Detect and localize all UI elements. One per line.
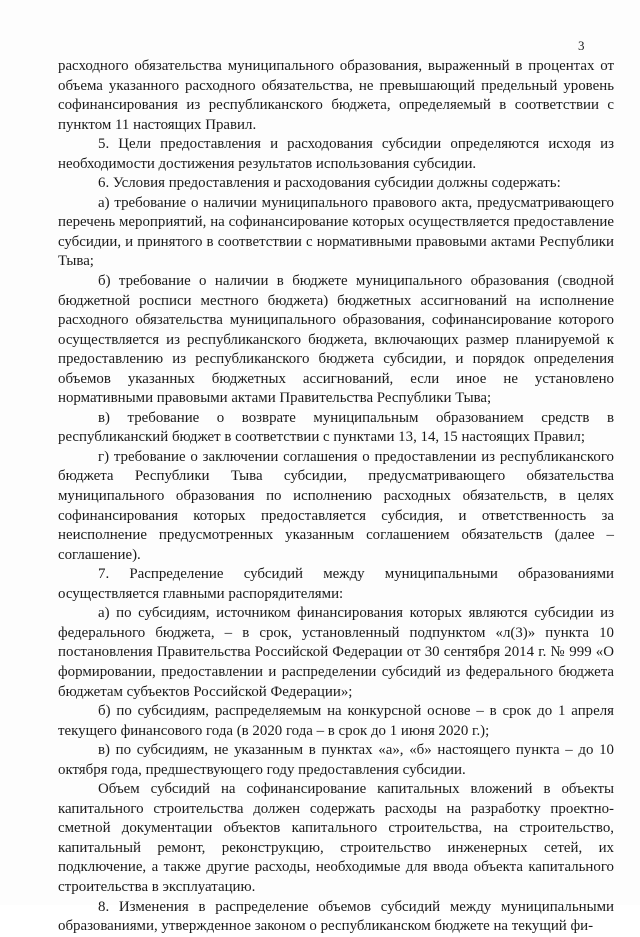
paragraph-5: 5. Цели предоставления и расходования субсидии определяются исходя из необходимости достижения результатов использования субсидии. [58,136,614,172]
paragraph-8: 8. Изменения в распределение объемов субсидий между муниципальными образованиями, утвержденное законом о республиканском бюджете на текущий фи- [58,898,614,935]
paragraph-continuation: расходного обязательства муниципального образования, выраженный в процентах от объема указанного расходного обязательства, не превышающий предельный уровень софинансирования из республиканского бюджета, определяемый в соответствии с пунктом 11 настоящих Правил. [58,58,614,133]
paragraph-6b: б) требование о наличии в бюджете муниципального образования (сводной бюджетной росписи местного бюджета) бюджетных ассигнований на исполнение расходного обязательства муниципального образования, софинансирование которого осуществляется из республиканского бюджета, включающих размер планируемой к предоставлению из республиканского бюджета субсидии, и порядок определения объемов указанных бюджетных ассигнований, если иное не установлено нормативными правовыми актами Правительства Республики Тыва; [58,273,614,407]
paragraph-6v: в) требование о возврате муниципальным образованием средств в республиканский бюджет в соответствии с пунктами 13, 14, 15 настоящих Правил; [58,409,614,446]
paragraph-7v: в) по субсидиям, не указанным в пунктах «а», «б» настоящего пункта – до 10 октября года, предшествующего году предоставления субсидии. [58,742,614,778]
paragraph-capital-investments: Объем субсидий на софинансирование капитальных вложений в объекты капитального строительства должен содержать расходы на разработку проектно-сметной документации объектов капитального строительства, на строительство, капитальный ремонт, реконструкцию, строительство инженерных сетей, их подключение, а также другие расходы, необходимые для ввода объекта капитального строительства в эксплуатацию. [58,781,614,895]
paragraph-6a: а) требование о наличии муниципального правового акта, предусматривающего перечень мероприятий, на софинансирование которых осуществляется предоставление субсидии, и принятого в соответствии с нормативными правовыми актами Республики Тыва; [58,194,614,270]
paragraph-7b: б) по субсидиям, распределяемым на конкурсной основе – в срок до 1 апреля текущего финансового года (в 2020 года – в срок до 1 июня 2020 г.); [58,703,614,739]
paragraph-7a: а) по субсидиям, источником финансирования которых являются субсидии из федерального бюджета, – в срок, установленный подпунктом «л(3)» пункта 10 постановления Правительства Российской Федерации от 30 сентября 2014 г. № 999 «О формировании, предоставлении и распределении субсидий из федерального бюджета бюджетам субъектов Российской Федерации»; [58,605,614,700]
paragraph-6: 6. Условия предоставления и расходования субсидии должны содержать: [98,175,561,192]
page-number: 3 [578,38,585,53]
paragraph-7: 7. Распределение субсидий между муниципальными образованиями осуществляется главными распорядителями: [58,566,614,602]
body-text [58,57,614,937]
paragraph-6g: г) требование о заключении соглашения о предоставлении из республиканского бюджета Республики Тыва субсидии, предусматривающего обязательства муниципального образования по исполнению расходных обязательств, в целях софинансирования которых предоставляется субсидия, и ответственность за неисполнение предусмотренных указанным соглашением обязательств (далее – соглашение). [58,448,614,563]
